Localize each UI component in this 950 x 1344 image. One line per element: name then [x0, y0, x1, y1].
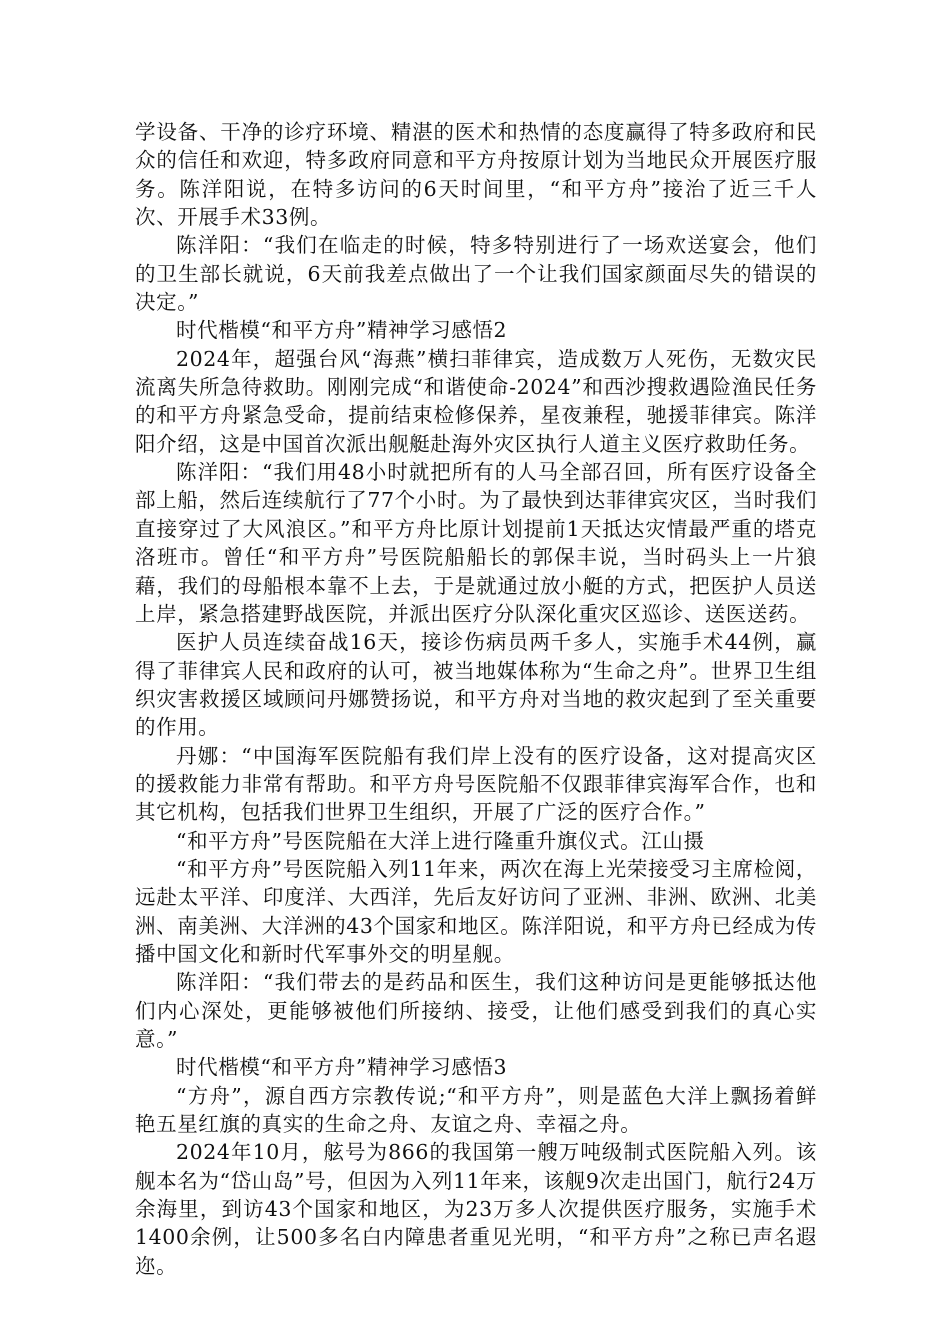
paragraph: 2024年10月，舷号为866的我国第一艘万吨级制式医院船入列。该舰本名为“岱山岛”号，但因为入列11年来，该舰9次走出国门，航行24万余海里，到访43个国家和地区，为23万多人次提供医疗服务，实施手术1400余例，让500多名白内障患者重见光明，“和平方舟”之称已声名遐迩。 — [135, 1140, 817, 1278]
paragraph-quote: 陈洋阳：“我们用48小时就把所有的人马全部召回，所有医疗设备全部上船，然后连续航行了77个小时。为了最快到达菲律宾灾区，当时我们直接穿过了大风浪区。”和平方舟比原计划提前1天抵达灾情最严重的塔克洛班市。曾任“和平方舟”号医院船船长的郭保丰说，当时码头上一片狼藉，我们的母船根本靠不上去，于是就通过放小艇的方式，把医护人员送上岸，紧急搭建野战医院，并派出医疗分队深化重灾区巡诊、送医送药。 — [135, 460, 817, 626]
section-heading: 时代楷模“和平方舟”精神学习感悟3 — [176, 1055, 508, 1080]
paragraph-quote: 陈洋阳：“我们在临走的时候，特多特别进行了一场欢送宴会，他们的卫生部长就说，6天前我差点做出了一个让我们国家颜面尽失的错误的决定。” — [135, 233, 817, 315]
paragraph-continuation: 学设备、干净的诊疗环境、精湛的医术和热情的态度赢得了特多政府和民众的信任和欢迎，特多政府同意和平方舟按原计划为当地民众开展医疗服务。陈洋阳说，在特多访问的6天时间里，“和平方舟”接治了近三千人次、开展手术33例。 — [135, 120, 817, 230]
paragraph: “方舟”，源自西方宗教传说;“和平方舟”，则是蓝色大洋上飘扬着鲜艳五星红旗的真实的生命之舟、友谊之舟、幸福之舟。 — [135, 1083, 817, 1137]
photo-caption: “和平方舟”号医院船在大洋上进行隆重升旗仪式。江山摄 — [176, 828, 705, 853]
paragraph-quote: 陈洋阳：“我们带去的是药品和医生，我们这种访问是更能够抵达他们内心深处，更能够被他们所接纳、接受，让他们感受到我们的真心实意。” — [135, 970, 817, 1051]
paragraph-quote: 丹娜：“中国海军医院船有我们岸上没有的医疗设备，这对提高灾区的援救能力非常有帮助。和平方舟号医院船不仅跟菲律宾海军合作，也和其它机构，包括我们世界卫生组织，开展了广泛的医疗合作。” — [135, 743, 817, 825]
document-body — [135, 118, 817, 1280]
paragraph: 2024年，超强台风“海燕”横扫菲律宾，造成数万人死伤，无数灾民流离失所急待救助。刚刚完成“和谐使命-2024”和西沙搜救遇险渔民任务的和平方舟紧急受命，提前结束检修保养，星夜兼程，驰援菲律宾。陈洋阳介绍，这是中国首次派出舰艇赴海外灾区执行人道主义医疗救助任务。 — [135, 346, 817, 456]
paragraph: 医护人员连续奋战16天，接诊伤病员两千多人，实施手术44例，赢得了菲律宾人民和政府的认可，被当地媒体称为“生命之舟”。世界卫生组织灾害救援区域顾问丹娜赞扬说，和平方舟对当地的救灾起到了至关重要的作用。 — [135, 630, 817, 740]
paragraph: “和平方舟”号医院船入列11年来，两次在海上光荣接受习主席检阅，远赴太平洋、印度洋、大西洋，先后友好访问了亚洲、非洲、欧洲、北美洲、南美洲、大洋洲的43个国家和地区。陈洋阳说，和平方舟已经成为传播中国文化和新时代军事外交的明星舰。 — [135, 856, 817, 966]
section-heading: 时代楷模“和平方舟”精神学习感悟2 — [176, 318, 508, 343]
